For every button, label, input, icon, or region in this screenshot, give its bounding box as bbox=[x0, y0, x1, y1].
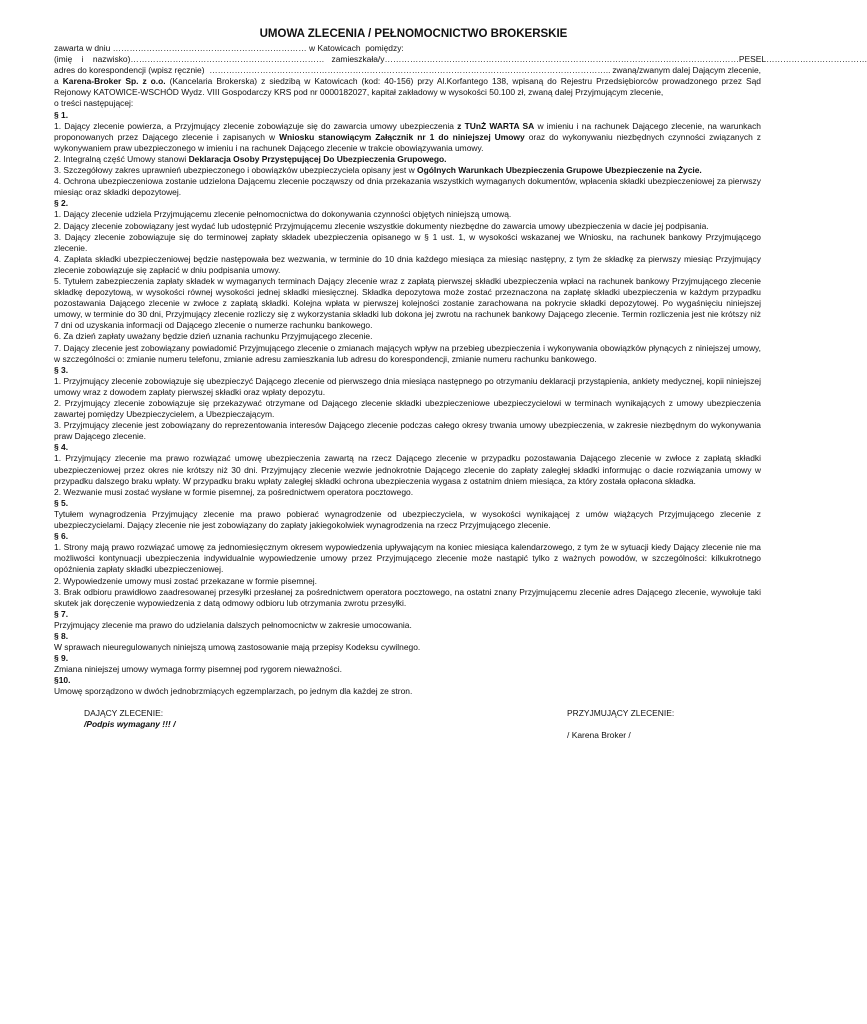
section-6-paragraph-3: 3. Brak odbioru prawidłowo zaadresowanej przesyłki przesłanej za pośrednictwem operatora pocztowego, na ostatni znany Przyjmującemu zlecenie adres Dającego zlecenie, wywołuje taki skutek jak doręczenie wypowiedzenia z datą odmowy odbioru lub otrzymania zwrotu przesyłki. bbox=[54, 586, 761, 608]
section-4-paragraph-2: 2. Wezwanie musi zostać wysłane w formie pisemnej, za pośrednictwem operatora pocztowego. bbox=[54, 486, 414, 497]
section-10-paragraph-1: Umowę sporządzono w dwóch jednobrzmiących egzemplarzach, po jednym dla każdej ze stron. bbox=[54, 686, 413, 697]
section-2-paragraph-7: 7. Dający zlecenie jest zobowiązany powiadomić Przyjmującego zlecenie o zmianach mających wpływ na przebieg ubezpieczenia i wykonywania obowiązków płynących z niniejszej umowy, w szczególności o: zmianie numeru telefonu, zmianie adresu zamieszkania lub adresu do korespondencji, zmianie numeru rachunku bankowego. bbox=[54, 342, 761, 364]
section-10-heading: §10. bbox=[54, 675, 71, 686]
section-6-paragraph-1: 1. Strony mają prawo rozwiązać umowę za jednomiesięcznym okresem wypowiedzenia upływającym na koniec miesiąca kalendarzowego, z tym że w sytuacji kiedy Dający zlecenie nie ma możliwości kontynuacji ubezpieczenia indywidualnie wypowiedzenie umowy przez Przyjmującego zlecenie może nastąpić tylko z ważnych powodów, w szczególności: kilkukrotnego opóźnienia zapłaty składki ubezpieczeniowej. bbox=[54, 542, 761, 575]
section-6-paragraph-2: 2. Wypowiedzenie umowy musi zostać przekazane w formie pisemnej. bbox=[54, 575, 318, 586]
section-5-heading: § 5. bbox=[54, 497, 69, 508]
section-2-paragraph-6: 6. Za dzień zapłaty uważany będzie dzień uznania rachunku Przyjmującego zlecenie. bbox=[54, 331, 373, 342]
broker-signature-name: / Karena Broker / bbox=[567, 729, 631, 740]
section-3-paragraph-2: 2. Przyjmujący zlecenie zobowiązuje się przekazywać otrzymane od Dającego zlecenie składki ubezpieczeniowe ubezpieczycielowi w terminach wynikających z umowy ubezpieczenia zawartej pomiędzy Ubezpieczycielem, a Ubezpieczającym. bbox=[54, 398, 761, 420]
section-9-paragraph-1: Zmiana niniejszej umowy wymaga formy pisemnej pod rygorem nieważności. bbox=[54, 664, 342, 675]
section-3-paragraph-1: 1. Przyjmujący zlecenie zobowiązuje się ubezpieczyć Dającego zlecenie od pierwszego dnia miesiąca następnego po otrzymaniu deklaracji przystąpienia, ankiety medycznej, kopii niniejszej umowy wraz z dowodem zapłaty pierwszej składki oraz wpłaty depozytu. bbox=[54, 375, 761, 397]
section-2-paragraph-2: 2. Dający zlecenie zobowiązany jest wydać lub udostępnić Przyjmującemu zlecenie wszystkie dokumenty niezbędne do zawarcia umowy ubezpieczenia w dacie jej podpisania. bbox=[54, 220, 709, 231]
broker-party-paragraph: a Karena-Broker Sp. z o.o. (Kancelaria Brokerska) z siedzibą w Katowicach (kod: 40-156) przy Al.Korfantego 138, wpisaną do Rejestru Przedsiębiorców prowadzonego przez Sąd Rejonowy KATOWICE-WSCHÓD Wydz. VIII Gospodarczy KRS pod nr 0000182027, kapitał zakładowy w wysokości 50.100 zł, zwaną dalej Przyjmującym zlecenie, bbox=[54, 76, 761, 98]
section-1-heading: § 1. bbox=[54, 109, 69, 120]
section-3-paragraph-3: 3. Przyjmujący zlecenie jest zobowiązany do reprezentowania interesów Dającego zlecenie podczas całego okresy trwania umowy ubezpieczenia, w zakresie niezbędnym do wykonywania praw Dającego zlecenie. bbox=[54, 420, 761, 442]
section-9-heading: § 9. bbox=[54, 653, 69, 664]
pesel-field: PESEL……………………………… bbox=[738, 54, 867, 65]
contract-date-line: zawarta w dniu …………………………………………………………… w Katowicach pomiędzy: bbox=[54, 43, 404, 53]
section-5-paragraph-1: Tytułem wynagrodzenia Przyjmujący zlecenie ma prawo pobierać wynagrodzenie od ubezpieczyciela, w wysokości wynikającej z umów wiążących Przyjmującego zlecenie z ubezpieczycielami. Dający zlecenie nie jest zobowiązany do zapłaty jakiegokolwiek wynagrodzenia na rzecz Przyjmującego zlecenie. bbox=[54, 508, 761, 531]
address-line bbox=[54, 65, 761, 76]
party-role-text: zwaną/zwanym dalej Dającym zlecenie, bbox=[612, 65, 761, 76]
section-4-paragraph-1: 1. Przyjmujący zlecenie ma prawo rozwiązać umowę ubezpieczenia zawartą na rzecz Dającego zlecenie w przypadku pozostawania Dającego zlecenie w zwłoce z zapłatą składki ubezpieczeniowej przez okres nie krótszy niż 30 dni. Przyjmujący zlecenie wezwie jednokrotnie Dającego zlecenie do zapłaty zaległej składki informując o dacie rozwiązania umowy w przypadku dalszego braku wpłaty. W przypadku braku wpłaty zaległej składki ochrona ubezpieczenia wygasa z ostatnim dniem miesiąca, za który została opłacona składka. bbox=[54, 453, 761, 486]
broker-signature-area bbox=[567, 708, 674, 741]
section-2-paragraph-1: 1. Dający zlecenie udziela Przyjmującemu zlecenie pełnomocnictwa do dokonywania czynności objętych niniejszą umową. bbox=[54, 209, 512, 220]
address-field: adres do korespondencji (wpisz ręcznie) …………………………………………………………………………………………………………………………….. bbox=[54, 65, 611, 76]
client-signature-label: DAJĄCY ZLECENIE: bbox=[84, 707, 164, 718]
broker-name: Karena-Broker Sp. z o.o. bbox=[62, 76, 166, 87]
section-3-heading: § 3. bbox=[54, 364, 69, 375]
section-2-paragraph-3: 3. Dający zlecenie zobowiązuje się do terminowej zapłaty składek ubezpieczenia opisanego w § 1 ust. 1, w wysokości wskazanej we Wniosku, na rachunek bankowy Przyjmującego zlecenie. bbox=[54, 231, 761, 253]
section-8-paragraph-1: W sprawach nieuregulowanych niniejszą umową zastosowanie mają przepisy Kodeksu cywilnego. bbox=[54, 642, 421, 653]
party-name-field: (imię i nazwisko)…………………………………………………………… zamieszkała/y……………………………………………………………………………………………………………… bbox=[54, 54, 739, 65]
broker-signature-label: PRZYJMUJĄCY ZLECENIE: bbox=[567, 707, 675, 718]
signature-block bbox=[54, 708, 761, 748]
intro-line: o treści następującej: bbox=[54, 98, 134, 109]
section-1-paragraph-2: 2. Integralną część Umowy stanowi Deklaracja Osoby Przystępującej Do Ubezpieczenia Grupowego. bbox=[54, 153, 447, 164]
section-7-heading: § 7. bbox=[54, 608, 69, 619]
section-2-paragraph-5: 5. Tytułem zabezpieczenia zapłaty składek w wymaganych terminach Dający zlecenie wraz z zapłatą pierwszej składki ubezpieczenia wpłaci na rachunek bankowy Przyjmującego zlecenie składkę depozytową, w wysokości równej wysokości jednej składki miesięcznej. Składka depozytowa może zostać przeznaczona na zapłatę składki ubezpieczenia w każdym przypadku pozostawania Dającego zlecenie w zwłoce z zapłatą składki. Kolejna wpłata w pierwszej kolejności zostanie zarachowana na pokrycie składki depozytowej. Po wygaśnięciu niniejszej umowy, w terminie do 30 dni, Przyjmujący zlecenie rozliczy się z wykorzystania składki lub dokona jej zwrotu na rachunek bankowy Dającego zlecenie. Termin rozliczenia jest nie krótszy niż 7 dni od uzyskania informacji od Dającego zlecenie o numerze rachunku bankowego. bbox=[54, 275, 761, 331]
signature-required-note: /Podpis wymagany !!! / bbox=[84, 718, 176, 729]
section-1-paragraph-4: 4. Ochrona ubezpieczeniowa zostanie udzielona Dającemu zlecenie począwszy od dnia przekazania wszystkich wymaganych dokumentów, wpłacenia składki ubezpieczeniowej za pierwszy miesiąc oraz składki depozytowej. bbox=[54, 176, 761, 198]
section-7-paragraph-1: Przyjmujący zlecenie ma prawo do udzielania dalszych pełnomocnictw w zakresie umocowania. bbox=[54, 619, 412, 630]
section-6-heading: § 6. bbox=[54, 531, 69, 542]
section-2-paragraph-4: 4. Zapłata składki ubezpieczeniowej będzie następowała bez wezwania, w terminie do 10 dnia każdego miesiąca za miesiąc następny, z tym że składkę za pierwszy miesiąc Przyjmujący zlecenie zobowiązuje się zapłacić w dniu podpisania umowy. bbox=[54, 253, 761, 275]
section-2-heading: § 2. bbox=[54, 198, 69, 209]
section-4-heading: § 4. bbox=[54, 442, 69, 453]
party-name-line bbox=[54, 54, 867, 65]
document-title: UMOWA ZLECENIA / PEŁNOMOCNICTWO BROKERSKIE bbox=[259, 28, 568, 40]
client-signature-area[interactable] bbox=[84, 708, 175, 730]
section-8-heading: § 8. bbox=[54, 630, 69, 641]
section-1-paragraph-1: 1. Dający zlecenie powierza, a Przyjmujący zlecenie zobowiązuje się do zawarcia umowy ubezpieczenia z TUnŻ WARTA SA w imieniu i na rachunek Dającego zlecenie, na warunkach proponowanych przez Dającego zlecenie i zapisanych w Wniosku stanowiącym Załącznik nr 1 do niniejszej Umowy oraz do wykonywaniu niezbędnych czynności związanych z wykonywaniem praw ubezpieczonego w imieniu i na rachunek Dającego zlecenie w trakcie obowiązywania umowy. bbox=[54, 120, 761, 153]
section-1-paragraph-3: 3. Szczegółowy zakres uprawnień ubezpieczonego i obowiązków ubezpieczyciela opisany jest w Ogólnych Warunkach Ubezpieczenia Grupowe Ubezpieczenie na Życie. bbox=[54, 165, 702, 176]
